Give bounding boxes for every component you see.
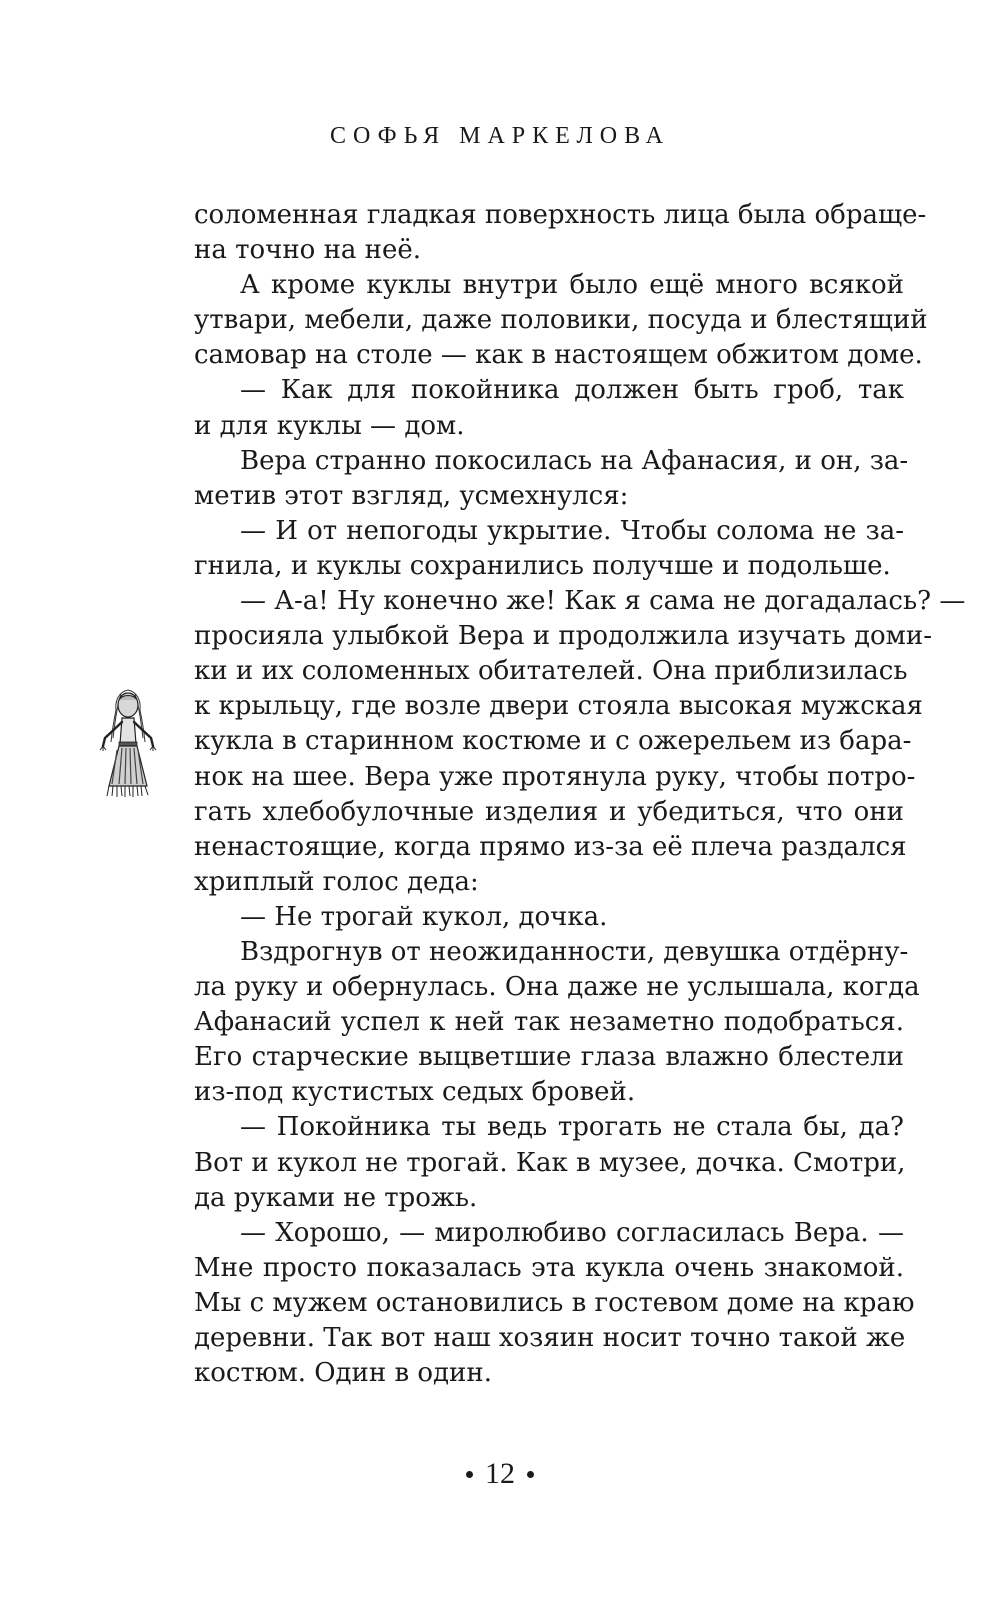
text-line: на точно на неё. [194,235,422,266]
text-line: к крыльцу, где возле двери стояла высокая мужская [194,691,923,722]
text-line: — А-а! Ну конечно же! Как я сама не догадалась? — [240,586,966,617]
text-line: Мы с мужем остановились в гостевом доме на краю [194,1287,915,1318]
text-line: — Хорошо, — миролюбиво согласилась Вера. — [240,1217,904,1248]
text-line: хриплый голос деда: [194,866,479,897]
page-number-value: 12 [485,1457,515,1490]
page-number [0,1456,1000,1492]
text-line: — Как для покойника должен быть гроб, так [240,375,904,406]
text-line: ла руку и обернулась. Она даже не услышала, когда [194,972,920,1003]
text-line: гнила, и куклы сохранились получше и подольше. [194,550,891,581]
text-line: Вот и кукол не трогай. Как в музее, дочка. Смотри, [194,1147,906,1178]
text-line: — И от непогоды укрытие. Чтобы солома не за- [240,515,904,546]
text-line: — Не трогай кукол, дочка. [240,901,608,932]
text-line: кукла в старинном костюме и с ожерельем из бара- [194,726,912,757]
text-line: соломенная гладкая поверхность лица была обраще- [194,200,927,230]
text-line: метив этот взгляд, усмехнулся: [194,480,629,511]
text-line: ненастоящие, когда прямо из-за её плеча раздался [194,831,907,862]
text-line: да руками не трожь. [194,1182,478,1213]
text-line: и для куклы — дом. [194,410,465,441]
text-line: утвари, мебели, даже половики, посуда и блестящий [194,305,928,336]
text-line: гать хлебобулочные изделия и убедиться, что они [194,796,904,827]
bullet-icon [527,1471,534,1478]
text-line: нок на шее. Вера уже протянула руку, чтобы потро- [194,761,916,792]
text-line: из-под кустистых седых бровей. [194,1077,636,1108]
text-line: деревни. Так вот наш хозяин носит точно такой же [194,1323,906,1353]
text-line: Вера странно покосилась на Афанасия, и он, за- [240,445,909,476]
text-line: Его старческие выцветшие глаза влажно блестели [194,1042,904,1073]
text-line: самовар на столе — как в настоящем обжитом доме. [194,340,923,371]
straw-doll-icon [97,686,159,798]
text-line: Афанасий успел к ней так незаметно подобраться. [194,1007,904,1038]
text-line: Вздрогнув от неожиданности, девушка отдёрну- [240,936,909,967]
text-line: Мне просто показалась эта кукла очень знакомой. [194,1252,904,1283]
text-line: — Покойника ты ведь трогать не стала бы, да? [240,1112,904,1143]
text-line: ки и их соломенных обитателей. Она приблизилась [194,656,908,687]
text-line: А кроме куклы внутри было ещё много всякой [240,270,904,301]
text-line: просияла улыбкой Вера и продолжила изучать доми- [194,621,932,652]
bullet-icon [466,1471,473,1478]
body-text [194,198,966,1391]
text-line: костюм. Один в один. [194,1358,492,1389]
running-head: СОФЬЯ МАРКЕЛОВА [330,123,670,149]
